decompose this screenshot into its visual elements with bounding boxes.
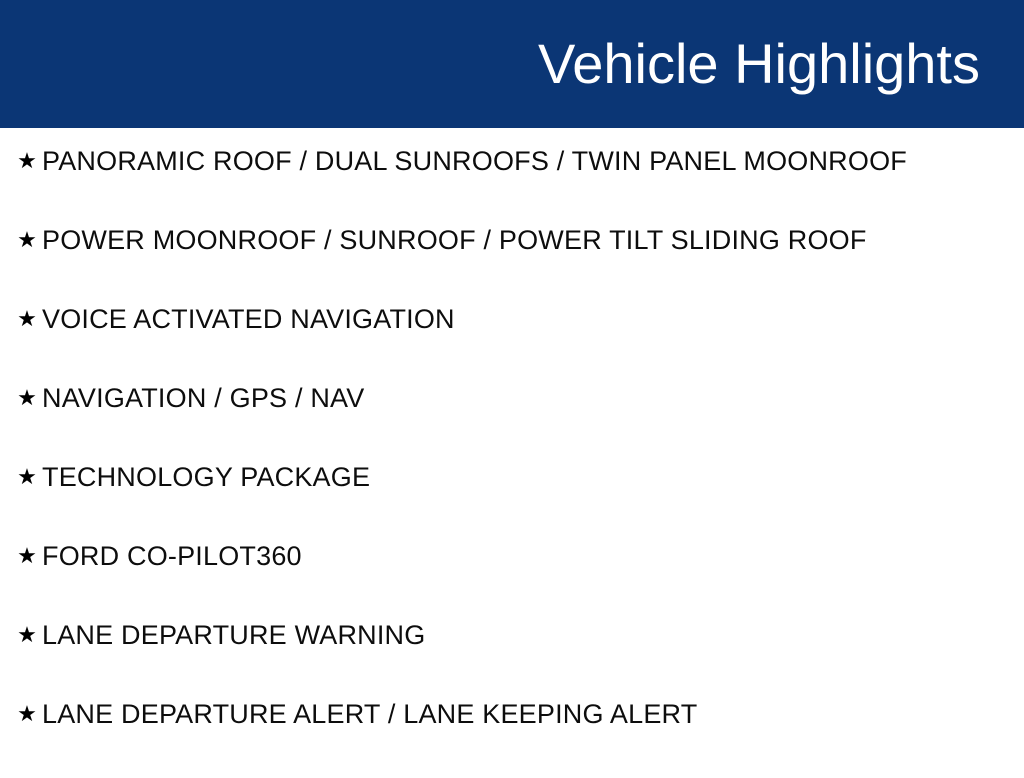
star-icon: ★ [17,543,37,568]
highlight-label: TECHNOLOGY PACKAGE [42,462,371,492]
highlight-label: LANE DEPARTURE WARNING [42,620,426,650]
star-icon: ★ [17,148,37,173]
highlight-label: LANE DEPARTURE ALERT / LANE KEEPING ALERT [42,699,698,729]
star-icon: ★ [17,227,37,252]
highlight-label: POWER MOONROOF / SUNROOF / POWER TILT SLIDING ROOF [42,225,867,255]
list-item [12,620,1012,699]
star-icon: ★ [17,464,37,489]
list-item [12,462,1012,541]
list-item [12,541,1012,620]
highlight-label: VOICE ACTIVATED NAVIGATION [42,304,455,334]
star-icon: ★ [17,701,37,726]
highlight-label: NAVIGATION / GPS / NAV [42,383,365,413]
list-item [12,146,1012,225]
page-title: Vehicle Highlights [537,32,980,95]
list-item [12,225,1012,304]
star-icon: ★ [17,306,37,331]
slide-header [0,0,1024,128]
list-item [12,383,1012,462]
star-icon: ★ [17,385,37,410]
highlight-label: FORD CO-PILOT360 [42,541,302,571]
list-item [12,699,1012,778]
highlight-label: PANORAMIC ROOF / DUAL SUNROOFS / TWIN PANEL MOONROOF [42,146,907,176]
star-icon: ★ [17,622,37,647]
vehicle-highlights-list [0,128,1024,778]
list-item [12,304,1012,383]
